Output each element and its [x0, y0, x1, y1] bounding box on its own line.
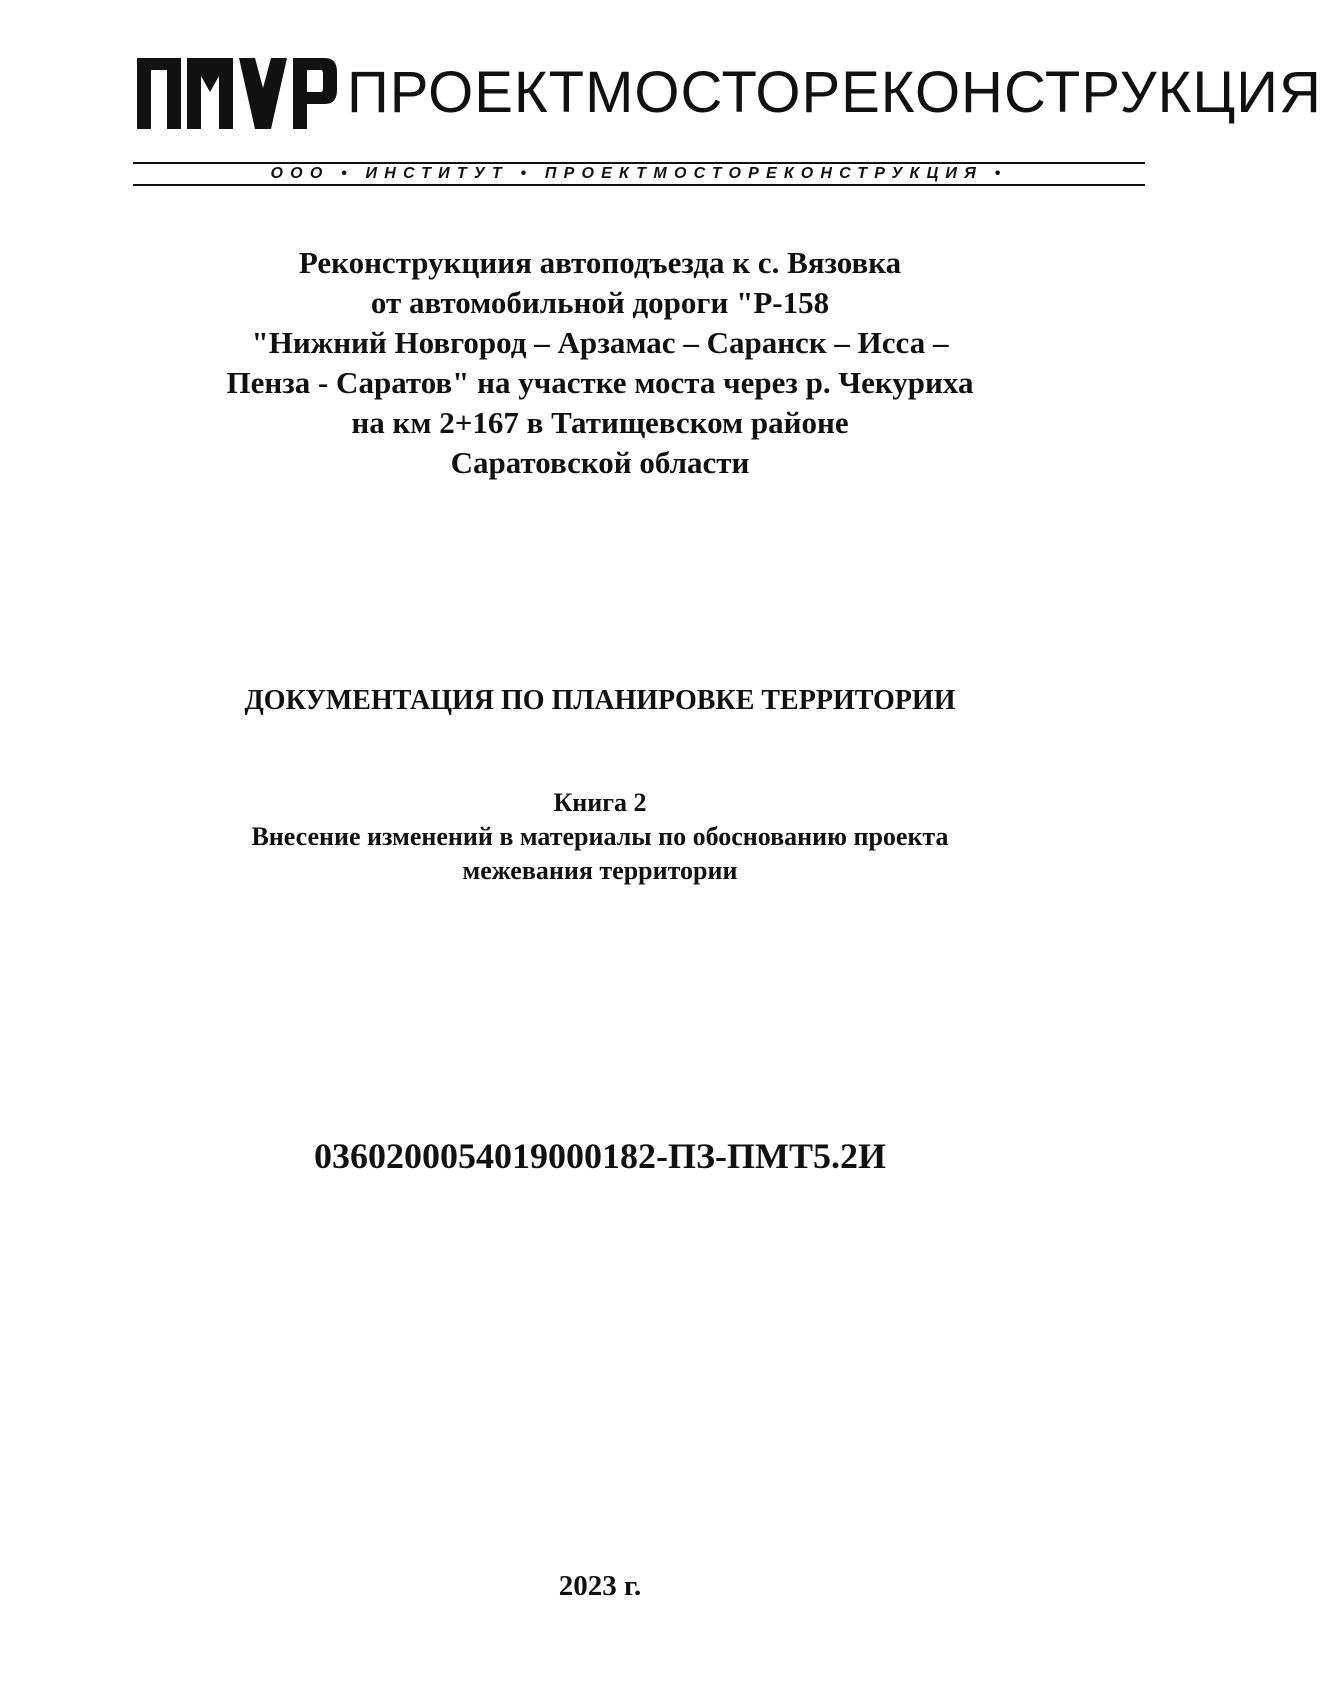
book-description-line: межевания территории — [462, 856, 738, 885]
header-rule-bottom — [133, 184, 1145, 186]
document-type-heading: ДОКУМЕНТАЦИЯ ПО ПЛАНИРОВКЕ ТЕРРИТОРИИ — [244, 685, 956, 716]
document-year: 2023 г. — [558, 1570, 642, 1602]
book-label: Книга 2 — [553, 788, 647, 817]
pmr-logo-icon — [137, 58, 337, 129]
project-title-line: на км 2+167 в Татищевском районе — [351, 405, 849, 440]
book-description-line: Внесение изменений в материалы по обоснованию проекта — [251, 822, 949, 851]
project-title — [100, 243, 1100, 483]
book-section — [100, 786, 1100, 888]
company-name: ПРОЕКТМОСТОРЕКОНСТРУКЦИЯ — [347, 60, 1322, 125]
institute-line: ООО • ИНСТИТУТ • ПРОЕКТМОСТОРЕКОНСТРУКЦИЯ • — [270, 165, 1008, 182]
project-title-line: от автомобильной дороги "Р-158 — [370, 285, 830, 320]
project-title-line: Реконструкциия автоподъезда к с. Вязовка — [298, 245, 902, 280]
project-title-line: Пенза - Саратов" на участке моста через р. Чекуриха — [226, 365, 974, 400]
project-title-line: Саратовской области — [450, 445, 750, 480]
project-title-line: "Нижний Новгород – Арзамас – Саранск – Исса – — [251, 325, 949, 360]
document-code: 0360200054019000182-ПЗ-ПМТ5.2И — [314, 1136, 886, 1176]
